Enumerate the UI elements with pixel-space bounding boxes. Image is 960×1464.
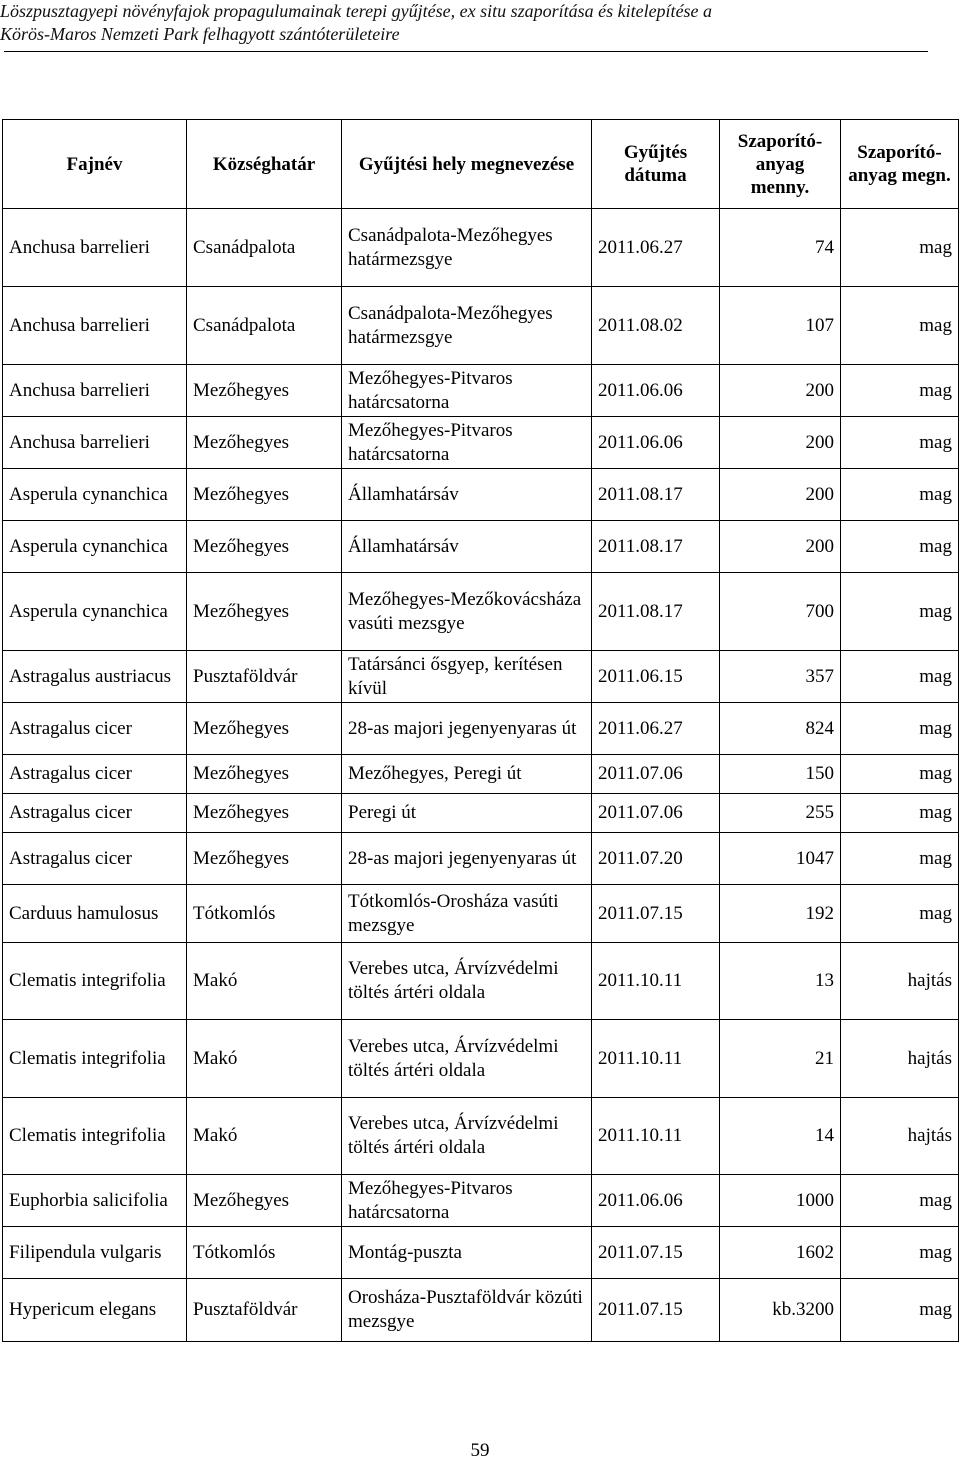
cell-unit: mag xyxy=(841,1175,959,1227)
cell-quantity: 200 xyxy=(720,417,841,469)
table-row xyxy=(3,287,959,365)
cell-quantity: kb.3200 xyxy=(720,1279,841,1342)
table-header-row xyxy=(3,120,959,209)
cell-species: Anchusa barrelieri xyxy=(3,287,187,365)
table-row xyxy=(3,417,959,469)
cell-quantity: 255 xyxy=(720,794,841,833)
cell-site: Mezőhegyes, Peregi út xyxy=(342,755,592,794)
cell-date: 2011.06.27 xyxy=(592,209,720,287)
cell-municipality: Makó xyxy=(187,1020,342,1098)
table-row xyxy=(3,1227,959,1279)
cell-quantity: 1602 xyxy=(720,1227,841,1279)
table-row xyxy=(3,209,959,287)
table-row xyxy=(3,755,959,794)
cell-municipality: Mezőhegyes xyxy=(187,703,342,755)
cell-quantity: 107 xyxy=(720,287,841,365)
table-row xyxy=(3,833,959,885)
header-rule xyxy=(4,51,928,52)
table-row xyxy=(3,521,959,573)
table-row xyxy=(3,885,959,943)
cell-municipality: Mezőhegyes xyxy=(187,365,342,417)
cell-species: Astragalus cicer xyxy=(3,703,187,755)
cell-date: 2011.10.11 xyxy=(592,1020,720,1098)
cell-species: Asperula cynanchica xyxy=(3,521,187,573)
cell-municipality: Tótkomlós xyxy=(187,885,342,943)
cell-species: Clematis integrifolia xyxy=(3,1098,187,1175)
column-header-quantity: Szaporító-anyag menny. xyxy=(720,120,841,209)
cell-unit: mag xyxy=(841,755,959,794)
running-header xyxy=(0,0,960,46)
cell-unit: mag xyxy=(841,1227,959,1279)
cell-quantity: 1000 xyxy=(720,1175,841,1227)
cell-quantity: 700 xyxy=(720,573,841,651)
table-row xyxy=(3,573,959,651)
cell-municipality: Mezőhegyes xyxy=(187,573,342,651)
cell-date: 2011.08.17 xyxy=(592,521,720,573)
cell-species: Anchusa barrelieri xyxy=(3,417,187,469)
cell-species: Astragalus cicer xyxy=(3,833,187,885)
cell-unit: mag xyxy=(841,417,959,469)
cell-site: 28-as majori jegenyenyaras út xyxy=(342,833,592,885)
cell-site: Peregi út xyxy=(342,794,592,833)
cell-date: 2011.06.06 xyxy=(592,365,720,417)
cell-site: Verebes utca, Árvízvédelmi töltés ártéri oldala xyxy=(342,1020,592,1098)
cell-date: 2011.10.11 xyxy=(592,943,720,1020)
cell-municipality: Mezőhegyes xyxy=(187,417,342,469)
cell-municipality: Makó xyxy=(187,943,342,1020)
cell-unit: mag xyxy=(841,703,959,755)
cell-site: Orosháza-Pusztaföldvár közúti mezsgye xyxy=(342,1279,592,1342)
cell-quantity: 74 xyxy=(720,209,841,287)
cell-date: 2011.07.15 xyxy=(592,1279,720,1342)
cell-site: Államhatársáv xyxy=(342,521,592,573)
cell-municipality: Csanádpalota xyxy=(187,209,342,287)
cell-date: 2011.07.15 xyxy=(592,885,720,943)
cell-quantity: 14 xyxy=(720,1098,841,1175)
table-row xyxy=(3,1279,959,1342)
cell-date: 2011.06.06 xyxy=(592,1175,720,1227)
cell-municipality: Csanádpalota xyxy=(187,287,342,365)
cell-site: Államhatársáv xyxy=(342,469,592,521)
table-row xyxy=(3,651,959,703)
cell-unit: mag xyxy=(841,287,959,365)
cell-site: Mezőhegyes-Mezőkovácsháza vasúti mezsgye xyxy=(342,573,592,651)
table-row xyxy=(3,794,959,833)
cell-quantity: 357 xyxy=(720,651,841,703)
cell-site: Csanádpalota-Mezőhegyes határmezsgye xyxy=(342,287,592,365)
cell-species: Asperula cynanchica xyxy=(3,573,187,651)
cell-municipality: Mezőhegyes xyxy=(187,521,342,573)
cell-municipality: Mezőhegyes xyxy=(187,469,342,521)
cell-site: Tótkomlós-Orosháza vasúti mezsgye xyxy=(342,885,592,943)
cell-site: Mezőhegyes-Pitvaros határcsatorna xyxy=(342,365,592,417)
cell-unit: mag xyxy=(841,794,959,833)
cell-municipality: Mezőhegyes xyxy=(187,833,342,885)
column-header-municipality: Községhatár xyxy=(187,120,342,209)
cell-unit: mag xyxy=(841,885,959,943)
running-header-line-2: Körös-Maros Nemzeti Park felhagyott szántóterületeire xyxy=(0,24,400,44)
cell-unit: mag xyxy=(841,521,959,573)
cell-site: Csanádpalota-Mezőhegyes határmezsgye xyxy=(342,209,592,287)
cell-quantity: 192 xyxy=(720,885,841,943)
table-row xyxy=(3,1020,959,1098)
cell-quantity: 13 xyxy=(720,943,841,1020)
cell-species: Astragalus cicer xyxy=(3,755,187,794)
cell-municipality: Pusztaföldvár xyxy=(187,1279,342,1342)
cell-species: Clematis integrifolia xyxy=(3,943,187,1020)
cell-site: Mezőhegyes-Pitvaros határcsatorna xyxy=(342,1175,592,1227)
page-number: 59 xyxy=(470,1440,490,1461)
cell-species: Euphorbia salicifolia xyxy=(3,1175,187,1227)
cell-date: 2011.06.27 xyxy=(592,703,720,755)
cell-unit: hajtás xyxy=(841,1020,959,1098)
cell-quantity: 200 xyxy=(720,469,841,521)
running-header-line-1: Löszpusztagyepi növényfajok propagulumainak terepi gyűjtése, ex situ szaporítása és kitelepítése a xyxy=(0,1,713,21)
cell-species: Astragalus austriacus xyxy=(3,651,187,703)
cell-unit: hajtás xyxy=(841,1098,959,1175)
table-row xyxy=(3,703,959,755)
cell-species: Hypericum elegans xyxy=(3,1279,187,1342)
cell-species: Anchusa barrelieri xyxy=(3,365,187,417)
column-header-species: Fajnév xyxy=(3,120,187,209)
cell-unit: mag xyxy=(841,651,959,703)
cell-site: Montág-puszta xyxy=(342,1227,592,1279)
cell-quantity: 200 xyxy=(720,521,841,573)
cell-species: Carduus hamulosus xyxy=(3,885,187,943)
cell-site: 28-as majori jegenyenyaras út xyxy=(342,703,592,755)
cell-unit: mag xyxy=(841,469,959,521)
cell-quantity: 150 xyxy=(720,755,841,794)
table-row xyxy=(3,943,959,1020)
cell-unit: mag xyxy=(841,833,959,885)
cell-municipality: Mezőhegyes xyxy=(187,1175,342,1227)
cell-species: Filipendula vulgaris xyxy=(3,1227,187,1279)
cell-quantity: 21 xyxy=(720,1020,841,1098)
cell-species: Asperula cynanchica xyxy=(3,469,187,521)
cell-site: Verebes utca, Árvízvédelmi töltés ártéri oldala xyxy=(342,943,592,1020)
collection-table xyxy=(2,119,959,1342)
cell-site: Mezőhegyes-Pitvaros határcsatorna xyxy=(342,417,592,469)
cell-date: 2011.07.06 xyxy=(592,755,720,794)
column-header-site: Gyűjtési hely megnevezése xyxy=(342,120,592,209)
cell-site: Verebes utca, Árvízvédelmi töltés ártéri oldala xyxy=(342,1098,592,1175)
cell-date: 2011.08.02 xyxy=(592,287,720,365)
column-header-unit: Szaporító-anyag megn. xyxy=(841,120,959,209)
cell-date: 2011.07.06 xyxy=(592,794,720,833)
cell-date: 2011.06.06 xyxy=(592,417,720,469)
cell-unit: mag xyxy=(841,209,959,287)
cell-unit: mag xyxy=(841,1279,959,1342)
cell-municipality: Mezőhegyes xyxy=(187,755,342,794)
cell-municipality: Makó xyxy=(187,1098,342,1175)
cell-unit: hajtás xyxy=(841,943,959,1020)
table-body xyxy=(3,209,959,1342)
cell-species: Clematis integrifolia xyxy=(3,1020,187,1098)
cell-municipality: Tótkomlós xyxy=(187,1227,342,1279)
cell-site: Tatársánci ősgyep, kerítésen kívül xyxy=(342,651,592,703)
cell-species: Anchusa barrelieri xyxy=(3,209,187,287)
cell-species: Astragalus cicer xyxy=(3,794,187,833)
column-header-date: Gyűjtés dátuma xyxy=(592,120,720,209)
cell-date: 2011.08.17 xyxy=(592,573,720,651)
table-row xyxy=(3,365,959,417)
table-row xyxy=(3,1175,959,1227)
cell-municipality: Mezőhegyes xyxy=(187,794,342,833)
cell-quantity: 1047 xyxy=(720,833,841,885)
cell-municipality: Pusztaföldvár xyxy=(187,651,342,703)
cell-date: 2011.10.11 xyxy=(592,1098,720,1175)
cell-date: 2011.06.15 xyxy=(592,651,720,703)
cell-date: 2011.07.20 xyxy=(592,833,720,885)
cell-unit: mag xyxy=(841,365,959,417)
cell-date: 2011.07.15 xyxy=(592,1227,720,1279)
cell-quantity: 824 xyxy=(720,703,841,755)
cell-date: 2011.08.17 xyxy=(592,469,720,521)
cell-unit: mag xyxy=(841,573,959,651)
table-row xyxy=(3,1098,959,1175)
cell-quantity: 200 xyxy=(720,365,841,417)
table-row xyxy=(3,469,959,521)
